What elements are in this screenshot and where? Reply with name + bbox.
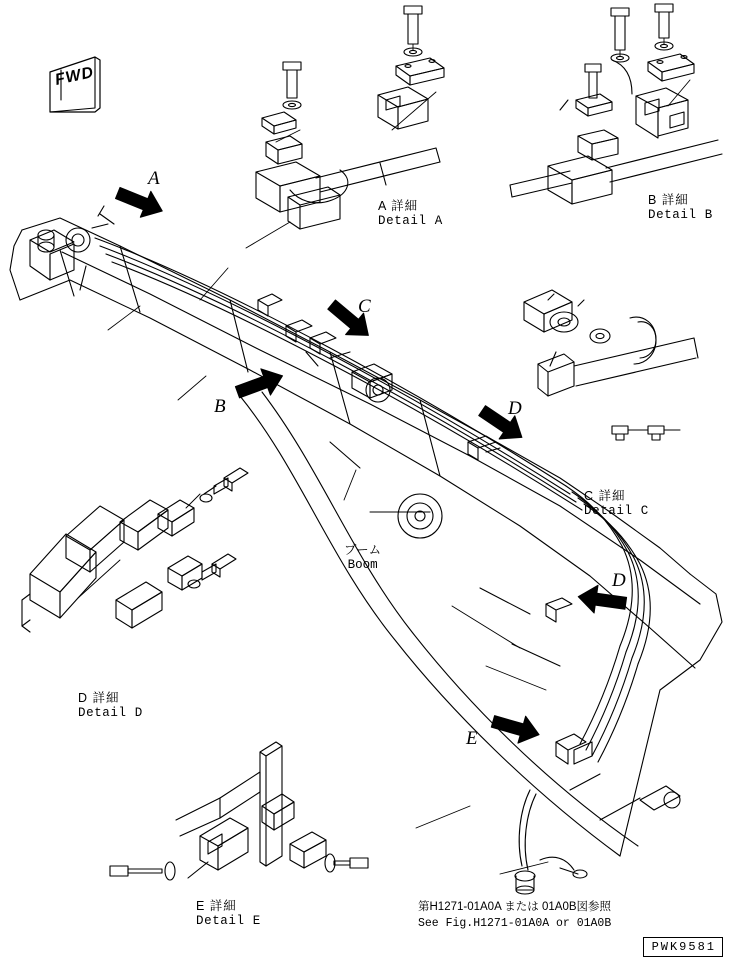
- detail-c-caption-en: Detail C: [584, 504, 649, 518]
- callout-b: B: [214, 396, 226, 417]
- detail-b-exploded: [510, 4, 722, 204]
- detail-c-caption: [584, 486, 649, 518]
- boom-label: [344, 540, 381, 572]
- callout-d-lower: D: [612, 570, 626, 591]
- boom-label-jp: ブーム: [344, 543, 382, 557]
- detail-a-caption-jp: A 詳細: [378, 199, 419, 213]
- callout-e: E: [466, 728, 478, 749]
- detail-d-caption: [78, 688, 143, 720]
- callout-c: C: [358, 296, 371, 317]
- detail-e-exploded: [110, 742, 368, 880]
- arrow-e: [489, 708, 543, 748]
- detail-b-caption: [648, 190, 713, 222]
- detail-d-exploded: [22, 468, 248, 632]
- detail-e-caption: [196, 896, 261, 928]
- callout-d-upper: D: [508, 398, 522, 419]
- detail-d-caption-en: Detail D: [78, 706, 143, 720]
- drawing-number: PWK9581: [643, 937, 723, 957]
- detail-a-caption-en: Detail A: [378, 214, 443, 228]
- boom-label-en: Boom: [347, 558, 378, 572]
- detail-b-caption-jp: B 詳細: [648, 193, 689, 207]
- detail-e-caption-en: Detail E: [196, 914, 261, 928]
- reference-note: [418, 900, 611, 931]
- reference-note-en: See Fig.H1271-01A0A or 01A0B: [418, 916, 612, 930]
- detail-c-caption-jp: C 詳細: [584, 489, 626, 503]
- detail-b-caption-en: Detail B: [648, 208, 713, 222]
- detail-a-caption: [378, 196, 443, 228]
- fwd-label: FWD: [53, 64, 96, 89]
- reference-note-jp: 第H1271-01A0A または 01A0B図参照: [418, 901, 612, 913]
- detail-c-exploded: [524, 290, 698, 440]
- arrow-b: [233, 363, 288, 406]
- callout-a: A: [148, 168, 160, 189]
- detail-d-caption-jp: D 詳細: [78, 691, 120, 705]
- detail-e-caption-jp: E 詳細: [196, 899, 237, 913]
